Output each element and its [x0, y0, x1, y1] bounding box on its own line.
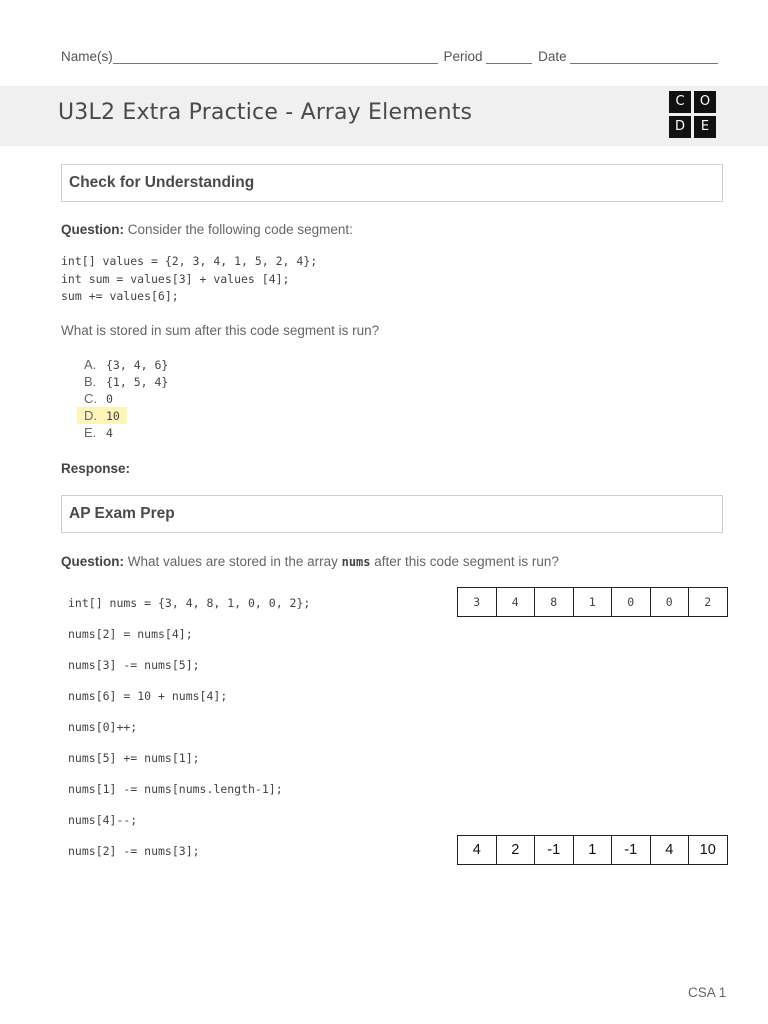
code-line: nums[4]--;: [68, 813, 138, 827]
array-cell: 2: [689, 588, 728, 617]
choice-text: 0: [106, 392, 113, 406]
question-1: [61, 222, 353, 237]
section-ap-exam-prep: [61, 495, 723, 533]
response-label: Response:: [61, 461, 131, 476]
choice-a[interactable]: [84, 356, 168, 373]
question-prompt: What is stored in sum after this code segment is run?: [61, 323, 380, 338]
array-cell: 1: [573, 588, 612, 617]
choice-text: 10: [106, 409, 120, 423]
code-line: nums[1] -= nums[nums.length-1];: [68, 782, 283, 796]
date-blank[interactable]: [570, 63, 718, 64]
page-footer-label: CSA 1: [688, 985, 727, 1000]
logo-letter-c: C: [669, 91, 691, 113]
title-band: [0, 86, 768, 146]
code-line: nums[5] += nums[1];: [68, 751, 200, 765]
array-cell: 3: [458, 588, 497, 617]
page-title: U3L2 Extra Practice - Array Elements: [58, 100, 473, 125]
array-cell: 4: [496, 588, 535, 617]
question-label: Question:: [61, 222, 124, 237]
name-blank[interactable]: [113, 63, 438, 64]
choice-letter: E.: [84, 425, 97, 440]
code-line: nums[2] = nums[4];: [68, 627, 193, 641]
response-row: [61, 461, 130, 476]
choice-text: 4: [106, 426, 113, 440]
answer-cell[interactable]: 4: [650, 836, 689, 865]
code-line: nums[2] -= nums[3];: [68, 844, 200, 858]
choice-d-highlighted[interactable]: [77, 407, 127, 424]
code-line: int[] values = {2, 3, 4, 1, 5, 2, 4};: [61, 254, 318, 268]
answer-cell[interactable]: 2: [496, 836, 535, 865]
initial-array-table: [457, 587, 728, 617]
code-line: nums[3] -= nums[5];: [68, 658, 200, 672]
logo-letter-o: O: [694, 91, 716, 113]
choice-text: {3, 4, 6}: [106, 358, 169, 372]
section-heading: AP Exam Prep: [69, 505, 175, 522]
code-line: nums[6] = 10 + nums[4];: [68, 689, 228, 703]
code-org-logo: [669, 91, 717, 139]
choice-text: {1, 5, 4}: [106, 375, 169, 389]
code-line-declaration: int[] nums = {3, 4, 8, 1, 0, 0, 2};: [68, 596, 311, 610]
choice-letter: D.: [84, 408, 97, 423]
answer-cell[interactable]: -1: [535, 836, 574, 865]
question-2: [61, 554, 559, 569]
logo-letter-e: E: [694, 116, 716, 138]
question-inline-code: nums: [341, 555, 371, 569]
choice-letter: A.: [84, 357, 97, 372]
question-text-end: after this code segment is run?: [370, 554, 559, 569]
choice-letter: C.: [84, 391, 97, 406]
section-check-for-understanding: [61, 164, 723, 202]
array-cell: 0: [650, 588, 689, 617]
final-array-answer-table[interactable]: [457, 835, 728, 865]
question-label: Question:: [61, 554, 124, 569]
code-line: sum += values[6];: [61, 289, 179, 303]
student-info-row: [61, 49, 721, 67]
period-blank[interactable]: [486, 63, 532, 64]
choice-e[interactable]: [84, 424, 113, 441]
code-segment-1: [61, 253, 317, 306]
period-label: Period: [443, 49, 483, 64]
logo-letter-d: D: [669, 116, 691, 138]
choice-c[interactable]: [84, 390, 113, 407]
answer-cell[interactable]: 10: [689, 836, 728, 865]
code-line: int sum = values[3] + values [4];: [61, 271, 290, 286]
code-line: nums[0]++;: [68, 720, 138, 734]
choice-letter: B.: [84, 374, 97, 389]
name-label: Name(s): [61, 49, 113, 64]
question-text: Consider the following code segment:: [124, 222, 353, 237]
answer-cell[interactable]: 1: [573, 836, 612, 865]
array-cell: 0: [612, 588, 651, 617]
date-label: Date: [538, 49, 567, 64]
array-cell: 8: [535, 588, 574, 617]
answer-cell[interactable]: 4: [458, 836, 497, 865]
choice-b[interactable]: [84, 373, 168, 390]
answer-cell[interactable]: -1: [612, 836, 651, 865]
section-heading: Check for Understanding: [69, 174, 255, 191]
question-text: What values are stored in the array: [124, 554, 342, 569]
